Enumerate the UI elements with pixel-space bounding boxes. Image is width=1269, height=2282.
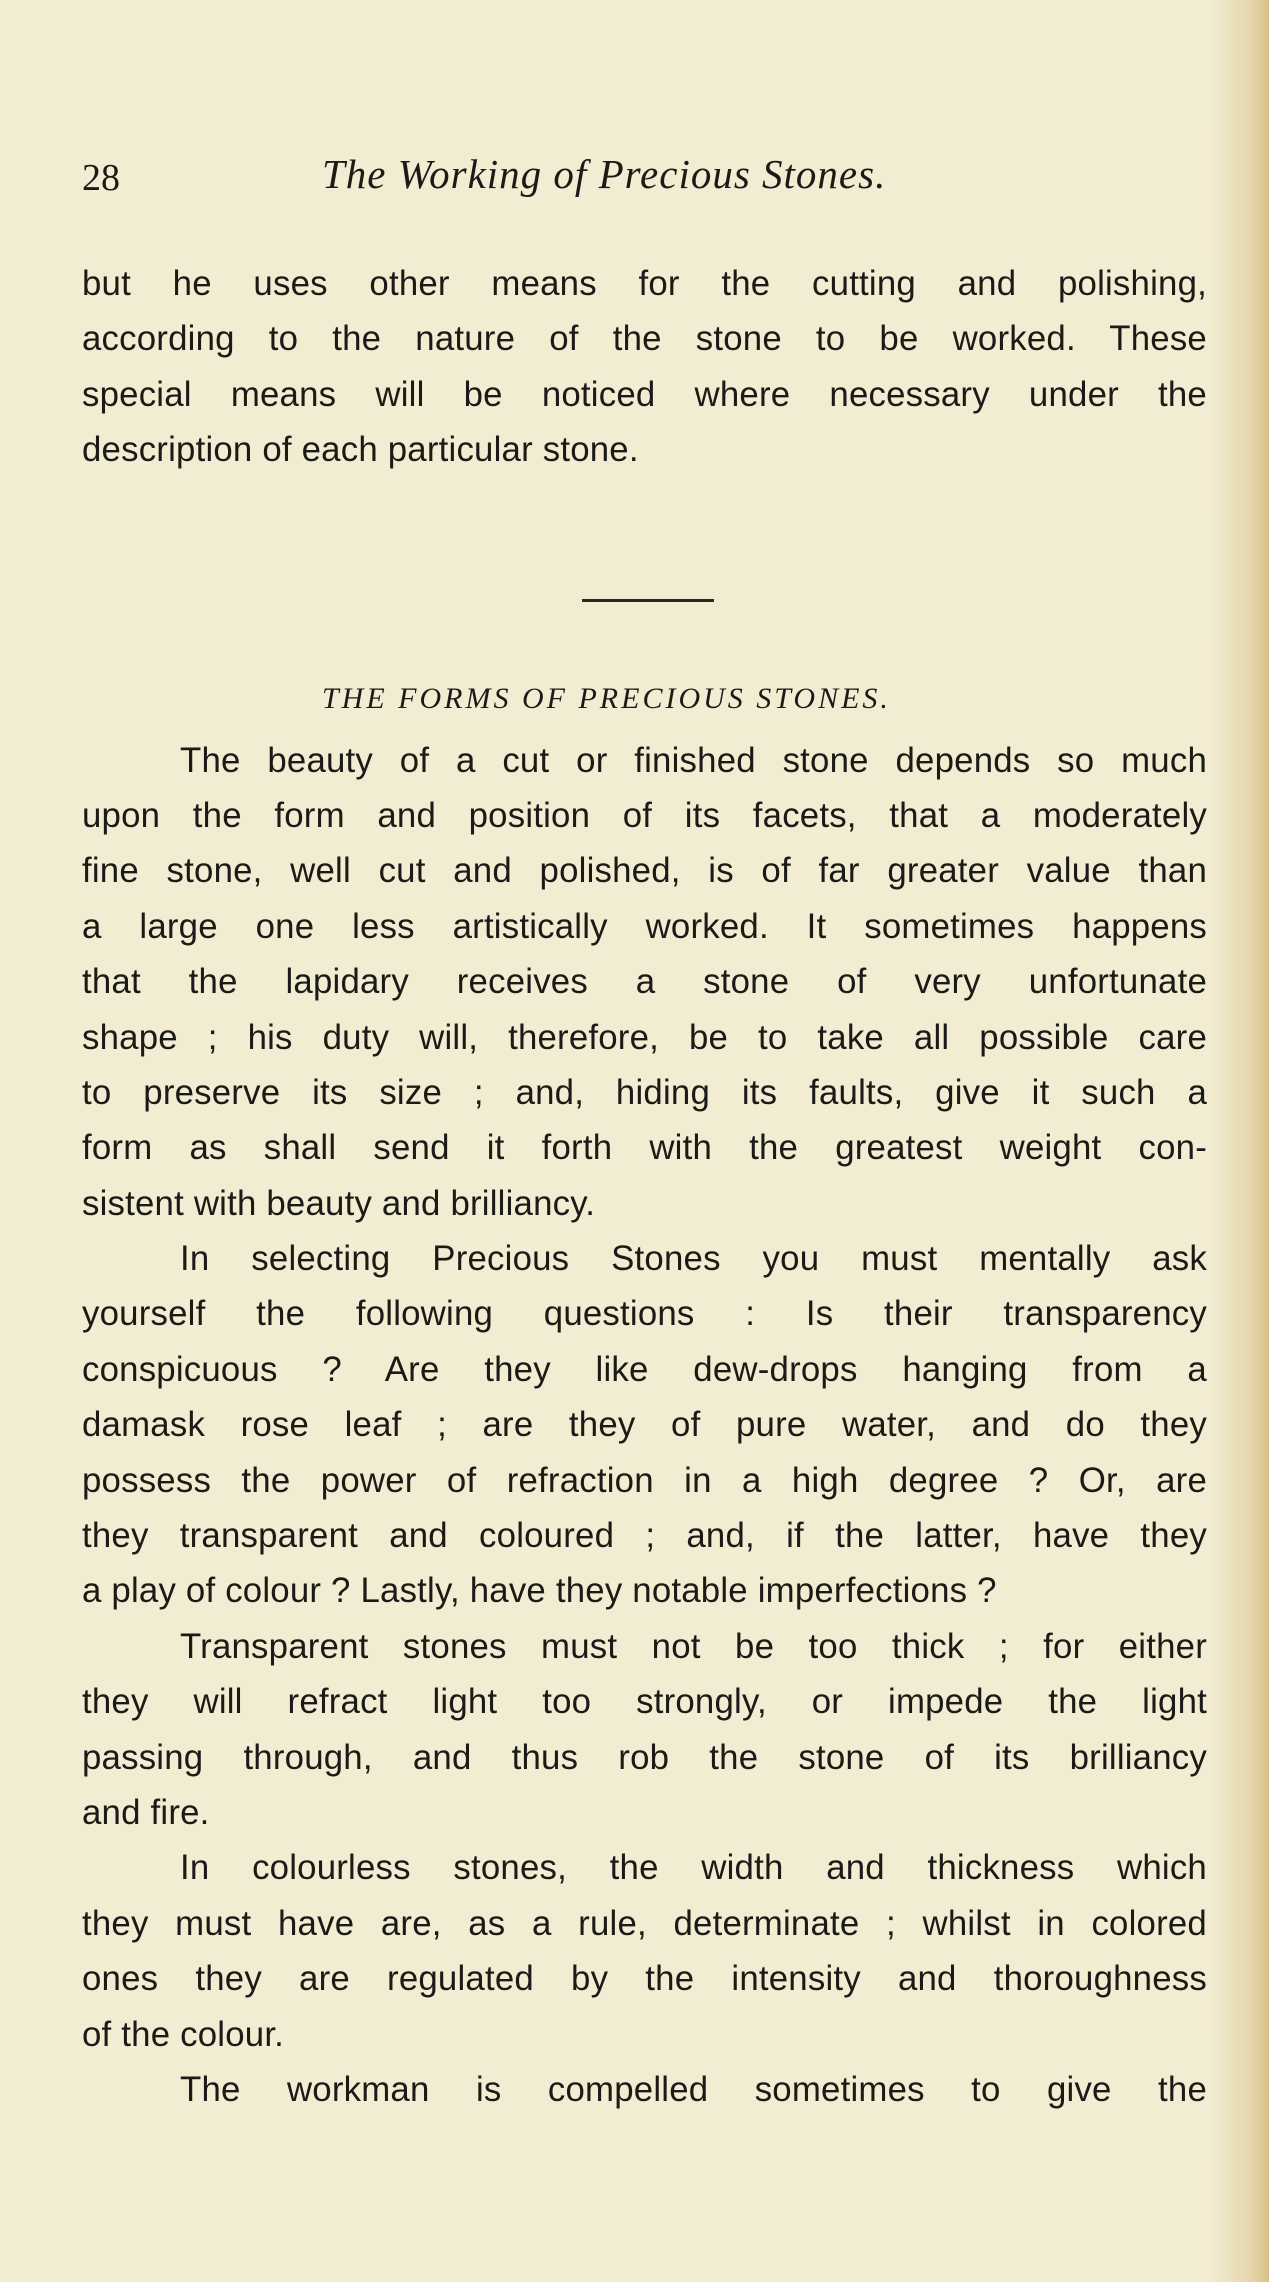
text-line: that the lapidary receives a stone of very unfortunate (82, 962, 1207, 1002)
text-line: form as shall send it forth with the greatest weight con- (82, 1128, 1207, 1168)
paragraph-workman (82, 2062, 1207, 2117)
book-page (82, 140, 1207, 2117)
text-line: yourself the following questions : Is their transparency (82, 1294, 1207, 1334)
paragraph-transparent (82, 1619, 1207, 1841)
text-line: they must have are, as a rule, determinate ; whilst in colored (82, 1903, 1207, 1943)
text-line: description of each particular stone. (82, 430, 639, 470)
text-line: a play of colour ? Lastly, have they notable imperfections ? (82, 1571, 997, 1611)
page-number: 28 (82, 157, 120, 199)
text-line: according to the nature of the stone to be worked. These (82, 319, 1207, 359)
section-heading: THE FORMS OF PRECIOUS STONES. (322, 681, 891, 715)
text-line: fine stone, well cut and polished, is of far greater value than (82, 851, 1207, 891)
text-line: possess the power of refraction in a high degree ? Or, are (82, 1460, 1207, 1500)
text-line: of the colour. (82, 2014, 285, 2054)
page-edge-shading (1209, 0, 1269, 2282)
text-line: they transparent and coloured ; and, if the latter, have they (82, 1516, 1207, 1556)
text-line: The workman is compelled sometimes to give the (180, 2069, 1207, 2109)
text-line: In selecting Precious Stones you must mentally ask (180, 1239, 1207, 1279)
text-line: The beauty of a cut or finished stone depends so much (180, 740, 1207, 780)
text-line: ones they are regulated by the intensity and thoroughness (82, 1959, 1207, 1999)
intro-paragraph (82, 256, 1207, 478)
body-text (82, 733, 1207, 2118)
text-line: sistent with beauty and brilliancy. (82, 1183, 596, 1223)
text-line: upon the form and position of its facets, that a moderately (82, 795, 1207, 835)
paragraph-forms (82, 733, 1207, 1232)
text-line: passing through, and thus rob the stone of its brilliancy (82, 1737, 1207, 1777)
text-line: but he uses other means for the cutting and polishing, (82, 264, 1207, 303)
section-divider (582, 599, 714, 602)
running-title: The Working of Precious Stones. (322, 151, 887, 197)
text-line: and fire. (82, 1792, 210, 1832)
text-line: special means will be noticed where necessary under the (82, 374, 1207, 414)
paragraph-selecting (82, 1231, 1207, 1619)
text-line: damask rose leaf ; are they of pure water, and do they (82, 1405, 1207, 1445)
text-line: to preserve its size ; and, hiding its faults, give it such a (82, 1072, 1207, 1112)
text-line: Transparent stones must not be too thick ; for either (180, 1626, 1207, 1666)
text-line: In colourless stones, the width and thickness which (180, 1848, 1207, 1888)
paragraph-colourless (82, 1840, 1207, 2062)
text-line: shape ; his duty will, therefore, be to take all possible care (82, 1017, 1207, 1057)
text-line: they will refract light too strongly, or impede the light (82, 1682, 1207, 1722)
running-head (82, 140, 1207, 200)
text-line: a large one less artistically worked. It sometimes happens (82, 906, 1207, 946)
text-line: conspicuous ? Are they like dew-drops hanging from a (82, 1349, 1207, 1389)
